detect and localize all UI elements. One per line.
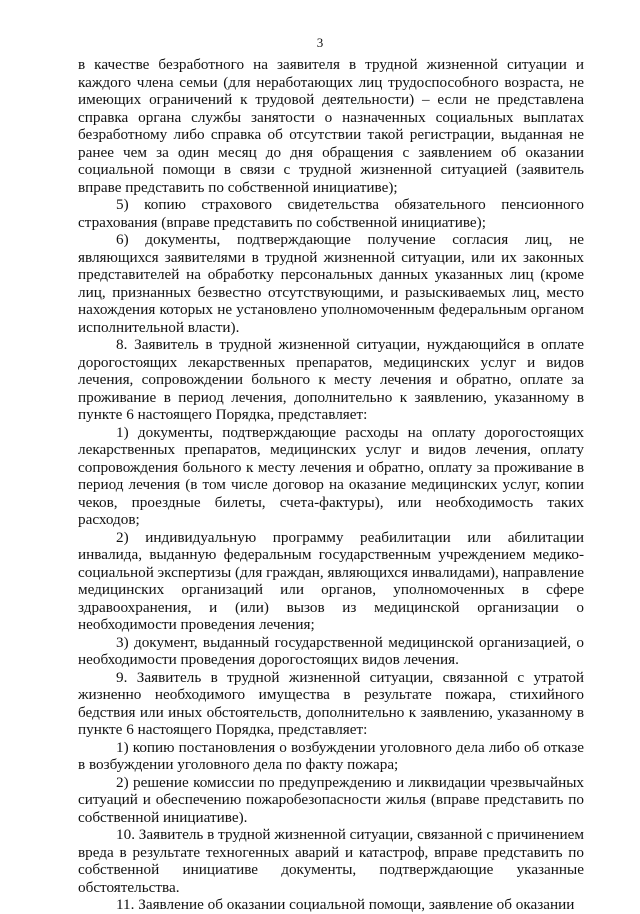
paragraph-clause-9-item-2: 2) решение комиссии по предупреждению и ликвидации чрезвычайных ситуаций и обеспечению пожаробезопасности жилья (вправе представить по собственной инициативе). xyxy=(78,773,584,826)
paragraph-clause-9-item-1: 1) копию постановления о возбуждении уголовного дела либо об отказе в возбуждении уголовного дела по факту пожара; xyxy=(78,738,584,773)
paragraph-continuation: в качестве безработного на заявителя в трудной жизненной ситуации и каждого члена семьи (для неработающих лиц трудоспособного возраста, не имеющих ограничений к трудовой деятельности) – если не представлена справка органа службы занятости о назначенных социальных выплатах безработному либо справка об отсутствии такой регистрации, выданная не ранее чем за один месяц до дня обращения с заявлением об оказании социальной помощи в связи с трудной жизненной ситуацией (заявитель вправе представить по собственной инициативе); xyxy=(78,56,584,196)
paragraph-clause-8-item-1: 1) документы, подтверждающие расходы на оплату дорогостоящих лекарственных препаратов, медицинских услуг и видов лечения, оплату сопровождения больного к месту лечения и обратно, оплату за проживание в период лечения (в том числе договор на оказание медицинских услуг, копии чеков, проездные билеты, счета-фактуры), или необходимость таких расходов; xyxy=(78,423,584,528)
page-number: 3 xyxy=(316,35,324,50)
paragraph-clause-8: 8. Заявитель в трудной жизненной ситуации, нуждающийся в оплате дорогостоящих лекарственных препаратов, медицинских услуг и видов лечения, сопровождении больного к месту лечения и обратно, оплате за проживание в период лечения, дополнительно к заявлению, указанному в пункте 6 настоящего Порядка, представляет: xyxy=(78,336,584,423)
paragraph-clause-11: 11. Заявление об оказании социальной помощи, заявление об оказании xyxy=(116,896,575,913)
paragraph-clause-9: 9. Заявитель в трудной жизненной ситуации, связанной с утратой жизненно необходимого имущества в результате пожара, стихийного бедствия или иных обстоятельств, дополнительно к заявлению, указанному в пункте 6 настоящего Порядка, представляет: xyxy=(78,668,584,738)
paragraph-item-6: 6) документы, подтверждающие получение согласия лиц, не являющихся заявителями в трудной жизненной ситуации, или их законных представителей на обработку персональных данных указанных лиц (кроме лиц, признанных безвестно отсутствующими, и разыскиваемых лиц, место нахождения которых не установлено уполномоченным федеральным органом исполнительной власти). xyxy=(78,231,584,336)
paragraph-clause-10: 10. Заявитель в трудной жизненной ситуации, связанной с причинением вреда в результате техногенных аварий и катастроф, вправе представить по собственной инициативе документы, подтверждающие указанные обстоятельства. xyxy=(78,826,584,896)
document-body xyxy=(78,56,584,914)
paragraph-clause-8-item-3: 3) документ, выданный государственной медицинской организацией, о необходимости проведения дорогостоящих видов лечения. xyxy=(78,633,584,668)
paragraph-item-5: 5) копию страхового свидетельства обязательного пенсионного страхования (вправе представить по собственной инициативе); xyxy=(78,196,584,231)
paragraph-clause-8-item-2: 2) индивидуальную программу реабилитации или абилитации инвалида, выданную федеральным государственным учреждением медико-социальной экспертизы (для граждан, являющихся инвалидами), направление медицинских организаций или органов, уполномоченных в сфере здравоохранения, и (или) вызов из медицинской организации о необходимости проведения лечения; xyxy=(78,528,584,633)
